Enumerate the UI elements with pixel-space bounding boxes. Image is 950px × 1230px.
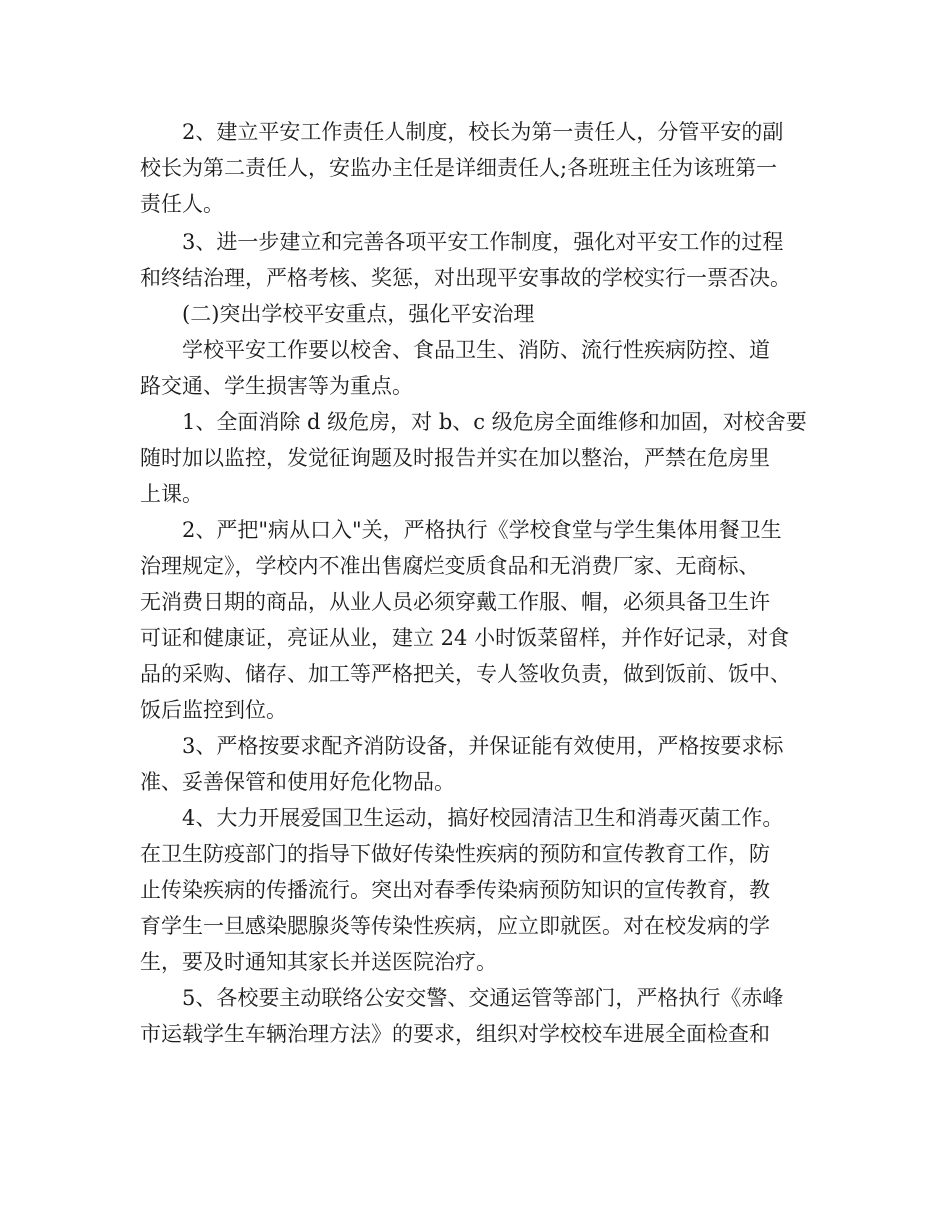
text-line: 4、大力开展爱国卫生运动，搞好校园清洁卫生和消毒灭菌工作。 [182, 806, 784, 830]
text-line: 2、严把"病从口入"关，严格执行《学校食堂与学生集体用餐卫生 [182, 518, 782, 542]
text-line: 和终结治理，严格考核、奖惩，对出现平安事故的学校实行一票否决。 [140, 266, 791, 290]
text-line: 学校平安工作要以校舍、食品卫生、消防、流行性疾病防控、道 [182, 338, 770, 362]
text-line: 止传染疾病的传播流行。突出对春季传染病预防知识的宣传教育，教 [140, 878, 770, 902]
text-line: 品的采购、储存、加工等严格把关，专人签收负责，做到饭前、饭中、 [140, 662, 791, 686]
text-line: 校长为第二责任人，安监办主任是详细责任人;各班班主任为该班第一 [140, 156, 778, 180]
text-line: 路交通、学生损害等为重点。 [140, 374, 413, 398]
text-line: 治理规定》，学校内不准出售腐烂变质食品和无消费厂家、无商标、 [140, 554, 760, 578]
text-line: 市运载学生车辆治理方法》的要求，组织对学校校车进展全面检查和 [140, 1022, 770, 1046]
text-line: 责任人。 [140, 192, 224, 216]
text-line: 5、各校要主动联络公安交警、交通运管等部门，严格执行《赤峰 [182, 986, 784, 1010]
text-line: 准、妥善保管和使用好危化物品。 [140, 770, 455, 794]
text-line: 在卫生防疫部门的指导下做好传染性疾病的预防和宣传教育工作，防 [140, 842, 770, 866]
text-line: 1、全面消除 d 级危房，对 b、c 级危房全面维修和加固，对校舍要 [182, 410, 807, 434]
text-line: 生，要及时通知其家长并送医院治疗。 [140, 950, 497, 974]
text-line: 随时加以监控，发觉征询题及时报告并实在加以整治，严禁在危房里 [140, 446, 770, 470]
text-line: 饭后监控到位。 [140, 698, 287, 722]
text-line: 可证和健康证，亮证从业，建立 24 小时饭菜留样，并作好记录，对食 [140, 626, 790, 650]
text-line: 3、严格按要求配齐消防设备，并保证能有效使用，严格按要求标 [182, 734, 784, 758]
text-line: 上课。 [140, 482, 203, 506]
section-heading: (二)突出学校平安重点，强化平安治理 [182, 302, 535, 326]
text-line: 3、进一步建立和完善各项平安工作制度，强化对平安工作的过程 [182, 230, 784, 254]
text-line: 2、建立平安工作责任人制度，校长为第一责任人，分管平安的副 [182, 120, 784, 144]
text-line: 无消费日期的商品，从业人员必须穿戴工作服、帽，必须具备卫生许 [140, 590, 770, 614]
text-line: 育学生一旦感染腮腺炎等传染性疾病，应立即就医。对在校发病的学 [140, 914, 770, 938]
